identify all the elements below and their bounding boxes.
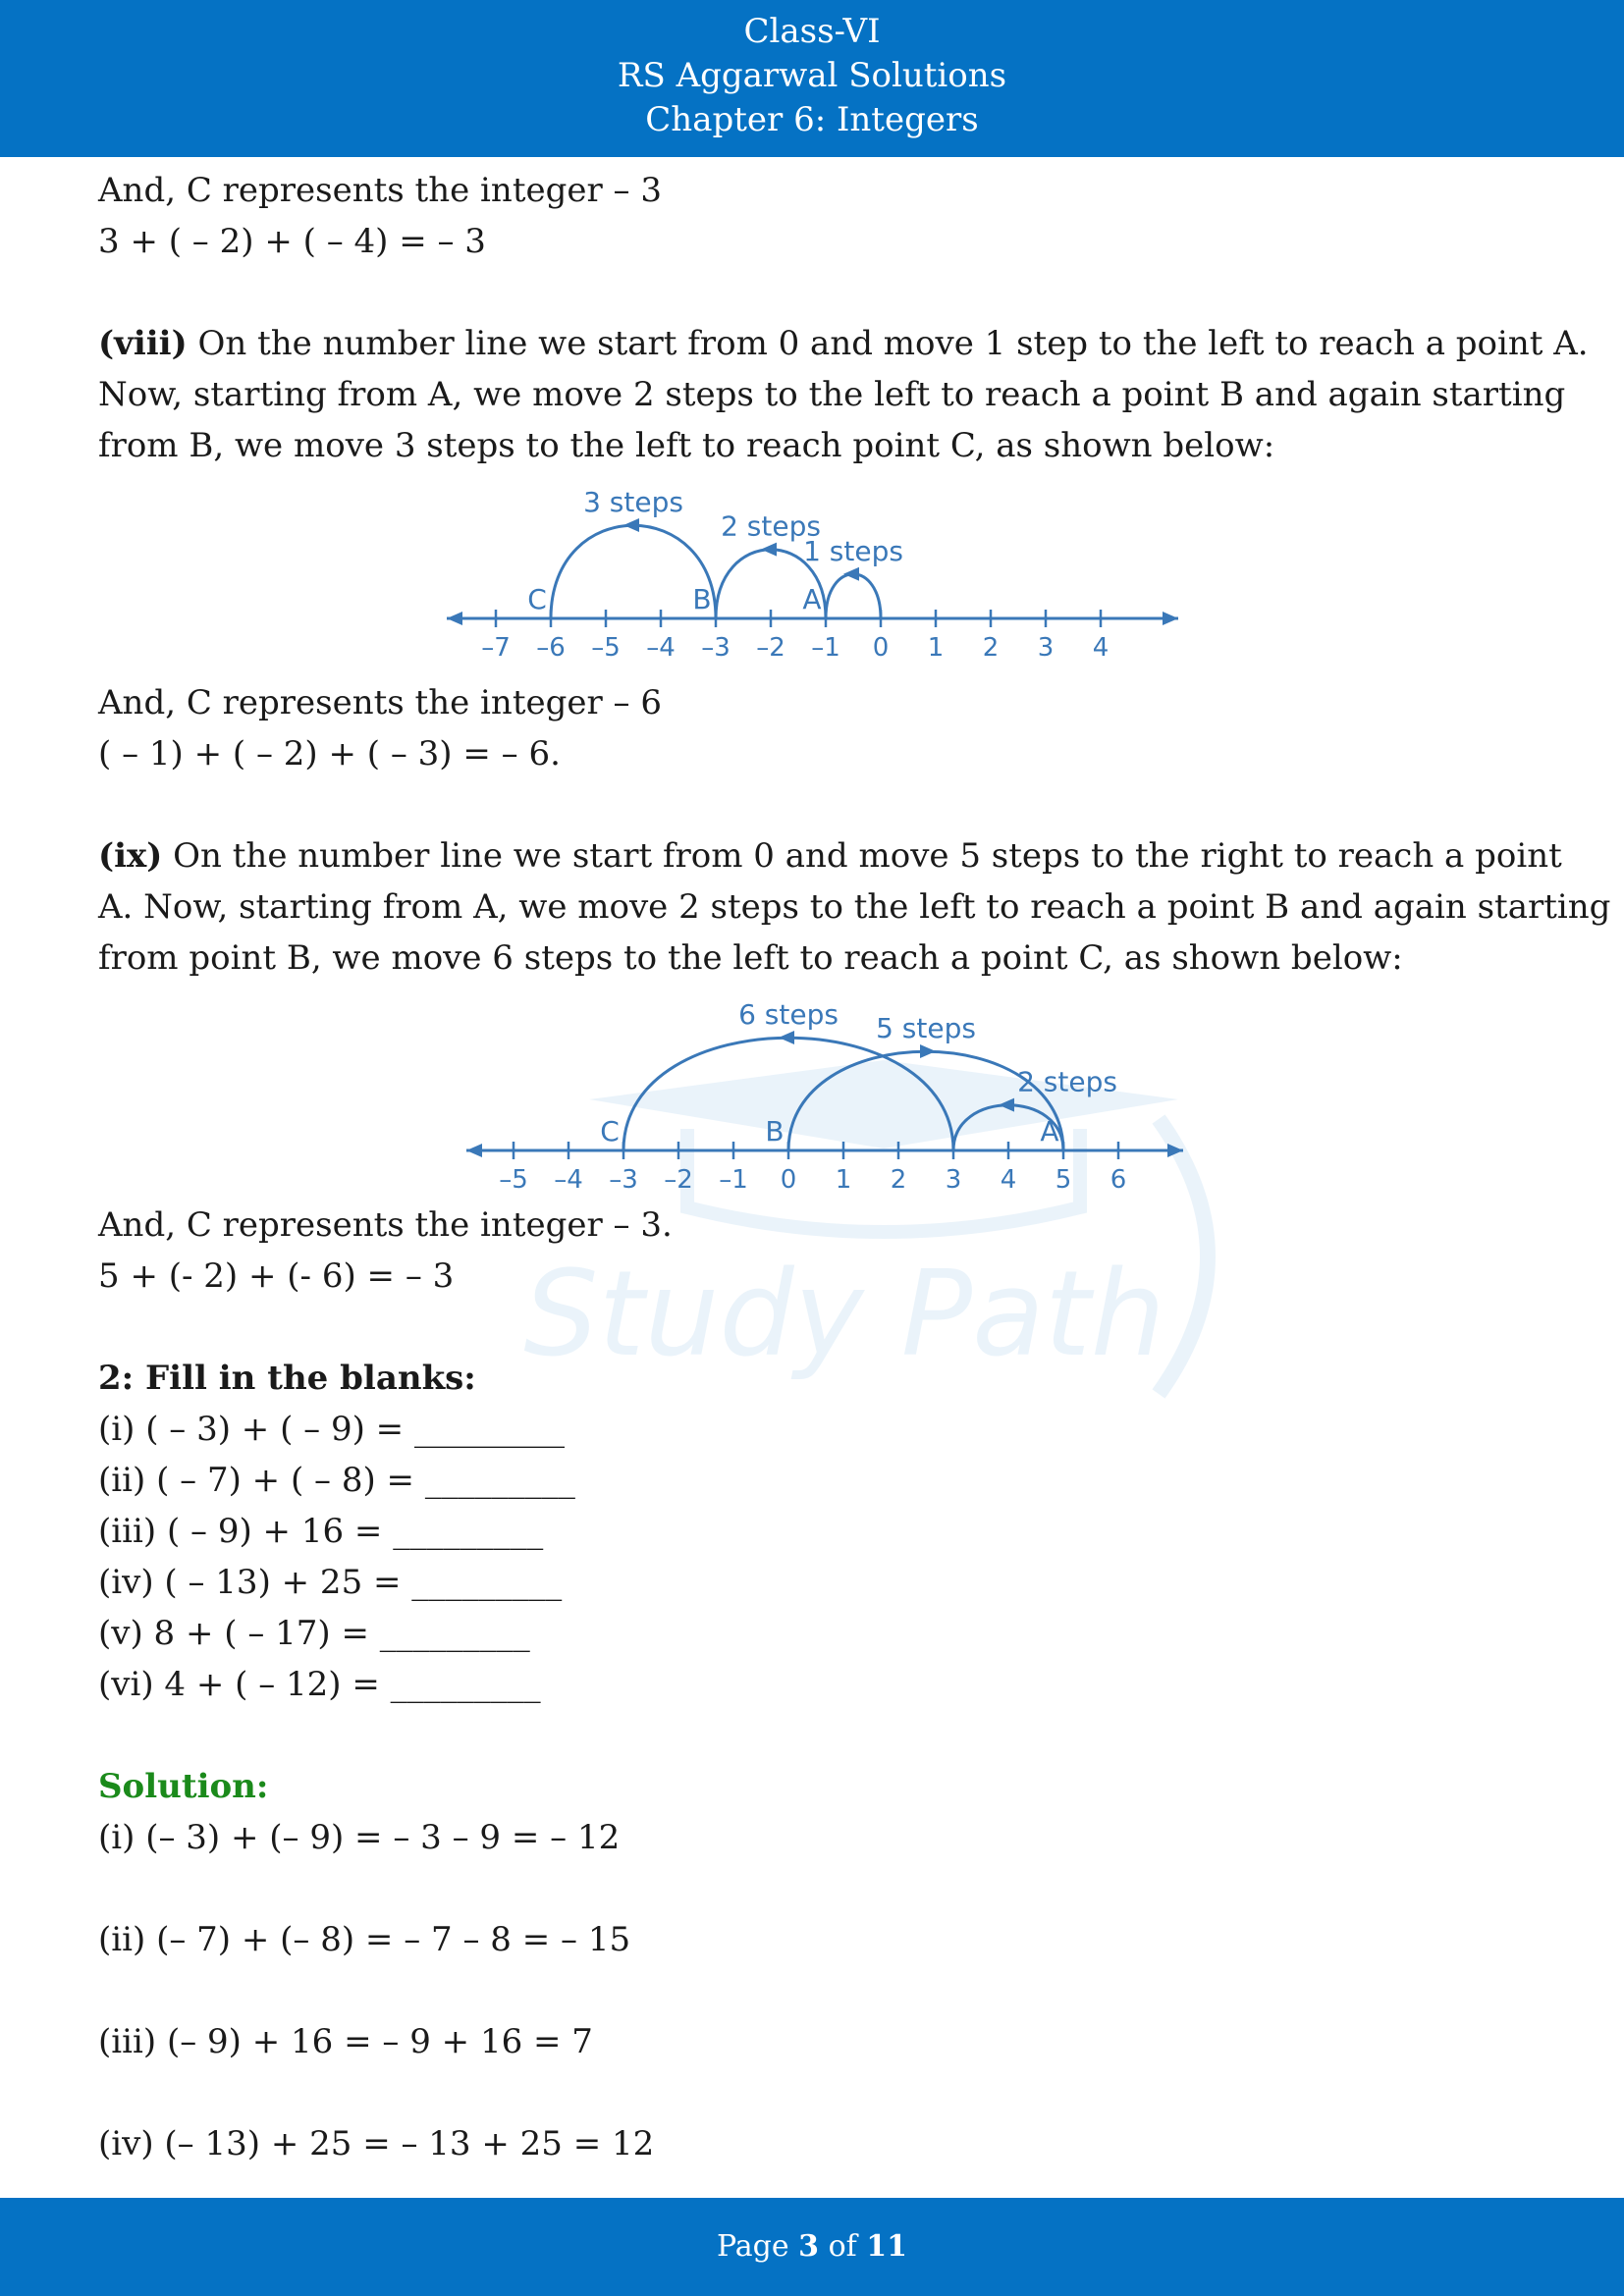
- header-chapter: Chapter 6: Integers: [645, 100, 979, 139]
- tick-label: 4: [1092, 633, 1110, 663]
- axis-arrow-left-icon: [447, 612, 462, 625]
- solution-item: (i) (– 3) + (– 9) = – 3 – 9 = – 12: [98, 1818, 621, 1857]
- tick-label: 0: [872, 633, 890, 663]
- arc-label: 1 steps: [803, 534, 903, 567]
- blank-item: (i) ( – 3) + ( – 9) = _________: [98, 1410, 565, 1449]
- tick-label: –5: [499, 1165, 528, 1195]
- tick-label: 3: [945, 1165, 962, 1195]
- tick-label: 2: [890, 1165, 907, 1195]
- tick-label: 4: [1000, 1165, 1017, 1195]
- arc-label: 2 steps: [721, 509, 821, 543]
- solution-item: (ii) (– 7) + (– 8) = – 7 – 8 = – 15: [98, 1920, 631, 1959]
- part-label-viii: (viii): [98, 324, 188, 363]
- blank-item: (vi) 4 + ( – 12) = _________: [98, 1665, 541, 1704]
- arc-label: 5 steps: [876, 1012, 976, 1044]
- axis-arrow-right-icon: [1163, 612, 1178, 625]
- arc-arrow-icon: [623, 518, 639, 532]
- footer-current-page: 3: [798, 2229, 820, 2264]
- tick-label: –6: [536, 633, 566, 663]
- text-line: And, C represents the integer – 6: [98, 683, 662, 722]
- tick-label: 2: [982, 633, 1000, 663]
- arc-arrow-icon: [920, 1044, 936, 1058]
- axis-arrow-right-icon: [1167, 1144, 1183, 1157]
- text-line: 5 + (- 2) + (- 6) = – 3: [98, 1256, 455, 1296]
- header-class: Class-VI: [743, 12, 881, 51]
- arc-arrow-icon: [843, 567, 859, 581]
- tick-label: –2: [756, 633, 785, 663]
- arc-arrow-icon: [999, 1098, 1014, 1112]
- viii-line-3: from B, we move 3 steps to the left to reach point C, as shown below:: [98, 426, 1275, 465]
- page-header: [0, 0, 1624, 157]
- footer-prefix: Page: [716, 2229, 799, 2264]
- question-2-title: 2: Fill in the blanks:: [98, 1359, 476, 1398]
- tick-label: –4: [646, 633, 676, 663]
- tick-label: 0: [780, 1165, 797, 1195]
- arc-label: 6 steps: [738, 998, 839, 1031]
- tick-label: 3: [1037, 633, 1055, 663]
- blank-item: (iii) ( – 9) + 16 = _________: [98, 1512, 544, 1551]
- tick-label: –1: [719, 1165, 748, 1195]
- step-arc: [551, 525, 716, 618]
- page-footer: [0, 2198, 1624, 2296]
- tick-label: –2: [664, 1165, 693, 1195]
- step-arc: [623, 1038, 953, 1150]
- viii-line-1: (viii) On the number line we start from 0 and move 1 step to the left to reach a point A.: [98, 324, 1589, 363]
- text-line: And, C represents the integer – 3: [98, 171, 662, 210]
- watermark-text: Study Path: [523, 1247, 1165, 1383]
- viii-line-2: Now, starting from A, we move 2 steps to the left to reach a point B and again starting: [98, 375, 1566, 414]
- point-label: C: [600, 1115, 620, 1148]
- axis-arrow-left-icon: [466, 1144, 482, 1157]
- arc-arrow-icon: [761, 543, 777, 557]
- text-line: And, C represents the integer – 3.: [98, 1205, 673, 1245]
- point-label: C: [527, 583, 547, 615]
- point-label: B: [765, 1115, 785, 1148]
- part-label-ix: (ix): [98, 836, 163, 876]
- tick-label: –7: [481, 633, 511, 663]
- blank-item: (v) 8 + ( – 17) = _________: [98, 1614, 530, 1653]
- ix-line-2: A. Now, starting from A, we move 2 steps to the left to reach a point B and again starting: [98, 887, 1611, 927]
- tick-label: –3: [701, 633, 731, 663]
- solution-title: Solution:: [98, 1767, 269, 1806]
- tick-label: 1: [927, 633, 945, 663]
- tick-label: 6: [1110, 1165, 1127, 1195]
- point-label: A: [802, 583, 822, 615]
- tick-label: –1: [811, 633, 840, 663]
- number-line-figure-ix: [98, 984, 1551, 1200]
- text-line: 3 + ( – 2) + ( – 4) = – 3: [98, 222, 486, 261]
- tick-label: –3: [609, 1165, 638, 1195]
- ix-line-1: (ix) On the number line we start from 0 and move 5 steps to the right to reach a point: [98, 836, 1562, 876]
- blank-item: (iv) ( – 13) + 25 = _________: [98, 1563, 563, 1602]
- text-line: ( – 1) + ( – 2) + ( – 3) = – 6.: [98, 734, 561, 774]
- tick-label: 5: [1055, 1165, 1072, 1195]
- point-label: B: [692, 583, 712, 615]
- solution-item: (iii) (– 9) + 16 = – 9 + 16 = 7: [98, 2022, 593, 2061]
- step-arc: [826, 574, 881, 618]
- header-book: RS Aggarwal Solutions: [617, 56, 1007, 95]
- tick-label: –4: [554, 1165, 583, 1195]
- page-content: [98, 165, 1611, 2169]
- arc-label: 3 steps: [583, 486, 683, 518]
- ix-line-3: from point B, we move 6 steps to the left to reach a point C, as shown below:: [98, 938, 1403, 978]
- tick-label: –5: [591, 633, 621, 663]
- tick-label: 1: [835, 1165, 852, 1195]
- footer-total-pages: 11: [866, 2229, 908, 2264]
- solution-item: (iv) (– 13) + 25 = – 13 + 25 = 12: [98, 2124, 655, 2163]
- arc-label: 2 steps: [1017, 1065, 1117, 1098]
- point-label: A: [1040, 1115, 1059, 1148]
- blank-item: (ii) ( – 7) + ( – 8) = _________: [98, 1461, 575, 1500]
- number-line-figure-viii: [98, 471, 1551, 677]
- arc-arrow-icon: [779, 1031, 794, 1044]
- footer-middle: of: [819, 2229, 867, 2264]
